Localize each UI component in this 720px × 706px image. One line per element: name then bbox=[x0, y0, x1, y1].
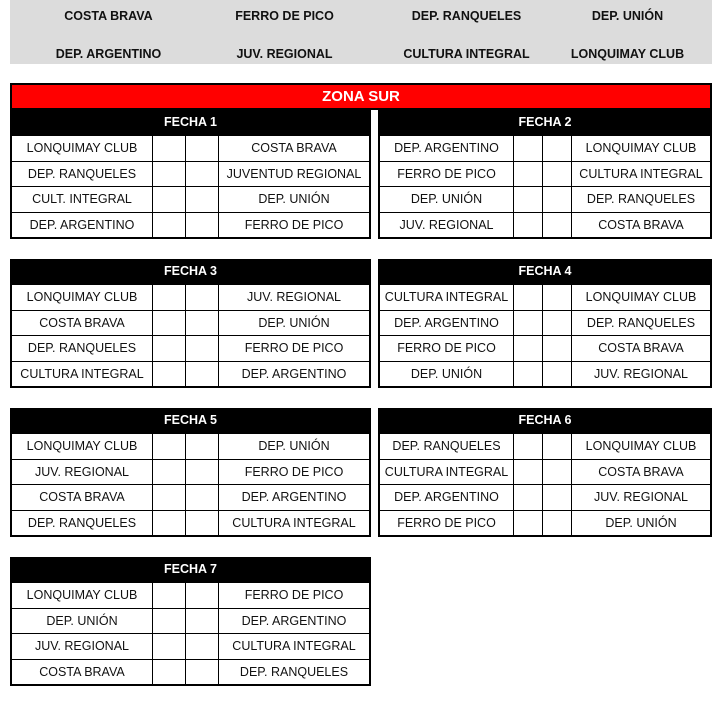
away-team: FERRO DE PICO bbox=[219, 336, 370, 362]
team-name: JUV. REGIONAL bbox=[236, 47, 333, 61]
home-score-cell bbox=[514, 485, 543, 511]
fecha-block bbox=[378, 408, 712, 537]
match-row bbox=[380, 212, 710, 237]
home-team: COSTA BRAVA bbox=[12, 485, 153, 511]
home-score-cell bbox=[153, 485, 186, 511]
away-score-cell bbox=[543, 459, 572, 485]
away-score-cell bbox=[543, 161, 572, 187]
match-row bbox=[12, 187, 369, 213]
away-team: DEP. UNIÓN bbox=[219, 187, 370, 213]
match-row bbox=[380, 459, 710, 485]
away-team: COSTA BRAVA bbox=[219, 136, 370, 162]
away-score-cell bbox=[543, 212, 572, 237]
match-row bbox=[12, 212, 369, 237]
match-row bbox=[380, 336, 710, 362]
away-team: COSTA BRAVA bbox=[572, 336, 711, 362]
home-score-cell bbox=[153, 659, 186, 684]
fecha-block bbox=[10, 557, 371, 686]
home-score-cell bbox=[514, 510, 543, 535]
match-row bbox=[12, 583, 369, 609]
home-team: DEP. RANQUELES bbox=[12, 510, 153, 535]
away-team: DEP. UNIÓN bbox=[219, 310, 370, 336]
fixture-table bbox=[12, 433, 369, 535]
home-score-cell bbox=[514, 459, 543, 485]
away-team: COSTA BRAVA bbox=[572, 459, 711, 485]
away-score-cell bbox=[543, 336, 572, 362]
home-team: DEP. ARGENTINO bbox=[380, 136, 514, 162]
home-team: COSTA BRAVA bbox=[12, 659, 153, 684]
home-score-cell bbox=[514, 434, 543, 460]
away-team: FERRO DE PICO bbox=[219, 459, 370, 485]
fixture-table bbox=[12, 135, 369, 237]
team-name: DEP. UNIÓN bbox=[591, 9, 664, 23]
home-team: CULTURA INTEGRAL bbox=[380, 459, 514, 485]
home-team: DEP. UNIÓN bbox=[380, 361, 514, 386]
team-name: DEP. RANQUELES bbox=[411, 9, 522, 23]
match-row bbox=[12, 634, 369, 660]
home-score-cell bbox=[153, 136, 186, 162]
home-score-cell bbox=[153, 187, 186, 213]
away-team: JUV. REGIONAL bbox=[572, 361, 711, 386]
fecha-block bbox=[378, 110, 712, 239]
match-row bbox=[12, 161, 369, 187]
fecha-block bbox=[10, 110, 371, 239]
match-row bbox=[12, 285, 369, 311]
home-team: DEP. RANQUELES bbox=[12, 161, 153, 187]
match-row bbox=[380, 485, 710, 511]
match-row bbox=[12, 434, 369, 460]
home-score-cell bbox=[153, 634, 186, 660]
home-team: LONQUIMAY CLUB bbox=[12, 583, 153, 609]
match-row bbox=[380, 434, 710, 460]
away-team: DEP. RANQUELES bbox=[219, 659, 370, 684]
team-name: CULTURA INTEGRAL bbox=[403, 47, 530, 61]
match-row bbox=[12, 608, 369, 634]
away-team: JUV. REGIONAL bbox=[572, 485, 711, 511]
fecha-block bbox=[10, 408, 371, 537]
away-score-cell bbox=[543, 434, 572, 460]
fixture-table bbox=[380, 284, 710, 386]
away-team: LONQUIMAY CLUB bbox=[572, 434, 711, 460]
home-score-cell bbox=[153, 459, 186, 485]
match-row bbox=[380, 285, 710, 311]
away-score-cell bbox=[543, 510, 572, 535]
home-team: DEP. ARGENTINO bbox=[380, 310, 514, 336]
away-team: DEP. ARGENTINO bbox=[219, 608, 370, 634]
away-score-cell bbox=[186, 459, 219, 485]
away-score-cell bbox=[186, 361, 219, 386]
match-row bbox=[380, 161, 710, 187]
home-score-cell bbox=[514, 161, 543, 187]
away-team: DEP. UNIÓN bbox=[219, 434, 370, 460]
home-team: JUV. REGIONAL bbox=[12, 634, 153, 660]
away-team: DEP. RANQUELES bbox=[572, 187, 711, 213]
away-score-cell bbox=[186, 336, 219, 362]
away-team: DEP. UNIÓN bbox=[572, 510, 711, 535]
away-score-cell bbox=[186, 285, 219, 311]
team-name: FERRO DE PICO bbox=[235, 9, 334, 23]
home-team: FERRO DE PICO bbox=[380, 510, 514, 535]
home-score-cell bbox=[514, 361, 543, 386]
away-score-cell bbox=[186, 608, 219, 634]
match-row bbox=[12, 459, 369, 485]
away-team: LONQUIMAY CLUB bbox=[572, 136, 711, 162]
match-row bbox=[380, 136, 710, 162]
match-row bbox=[12, 485, 369, 511]
away-team: DEP. RANQUELES bbox=[572, 310, 711, 336]
zone-title: ZONA SUR bbox=[10, 83, 712, 110]
home-team: CULT. INTEGRAL bbox=[12, 187, 153, 213]
fecha-title: FECHA 7 bbox=[12, 557, 369, 582]
home-score-cell bbox=[153, 510, 186, 535]
home-team: DEP. ARGENTINO bbox=[380, 485, 514, 511]
away-score-cell bbox=[186, 212, 219, 237]
away-team: JUV. REGIONAL bbox=[219, 285, 370, 311]
home-team: LONQUIMAY CLUB bbox=[12, 285, 153, 311]
away-team: FERRO DE PICO bbox=[219, 583, 370, 609]
home-score-cell bbox=[153, 583, 186, 609]
away-score-cell bbox=[543, 136, 572, 162]
away-team: FERRO DE PICO bbox=[219, 212, 370, 237]
home-score-cell bbox=[153, 336, 186, 362]
home-score-cell bbox=[153, 285, 186, 311]
home-score-cell bbox=[514, 187, 543, 213]
home-team: FERRO DE PICO bbox=[380, 161, 514, 187]
away-score-cell bbox=[543, 310, 572, 336]
home-team: LONQUIMAY CLUB bbox=[12, 434, 153, 460]
home-team: DEP. UNIÓN bbox=[12, 608, 153, 634]
home-team: JUV. REGIONAL bbox=[380, 212, 514, 237]
home-score-cell bbox=[514, 336, 543, 362]
fecha-title: FECHA 3 bbox=[12, 259, 369, 284]
home-score-cell bbox=[153, 434, 186, 460]
home-team: DEP. RANQUELES bbox=[380, 434, 514, 460]
home-team: DEP. UNIÓN bbox=[380, 187, 514, 213]
match-row bbox=[12, 659, 369, 684]
home-team: DEP. ARGENTINO bbox=[12, 212, 153, 237]
fecha-title: FECHA 6 bbox=[380, 408, 710, 433]
home-score-cell bbox=[514, 310, 543, 336]
match-row bbox=[12, 510, 369, 535]
home-score-cell bbox=[153, 608, 186, 634]
home-score-cell bbox=[514, 136, 543, 162]
away-team: LONQUIMAY CLUB bbox=[572, 285, 711, 311]
fixture-table bbox=[12, 284, 369, 386]
fecha-title: FECHA 5 bbox=[12, 408, 369, 433]
away-team: JUVENTUD REGIONAL bbox=[219, 161, 370, 187]
fecha-title: FECHA 1 bbox=[12, 110, 369, 135]
away-score-cell bbox=[543, 285, 572, 311]
away-score-cell bbox=[543, 361, 572, 386]
away-team: CULTURA INTEGRAL bbox=[219, 510, 370, 535]
home-score-cell bbox=[153, 361, 186, 386]
home-score-cell bbox=[153, 310, 186, 336]
fecha-title: FECHA 4 bbox=[380, 259, 710, 284]
match-row bbox=[12, 336, 369, 362]
match-row bbox=[380, 510, 710, 535]
match-row bbox=[380, 187, 710, 213]
away-score-cell bbox=[186, 161, 219, 187]
fecha-title: FECHA 2 bbox=[380, 110, 710, 135]
home-score-cell bbox=[514, 212, 543, 237]
match-row bbox=[380, 361, 710, 386]
away-team: CULTURA INTEGRAL bbox=[572, 161, 711, 187]
match-row bbox=[12, 310, 369, 336]
home-team: CULTURA INTEGRAL bbox=[380, 285, 514, 311]
team-name: LONQUIMAY CLUB bbox=[570, 47, 685, 61]
away-score-cell bbox=[186, 510, 219, 535]
away-score-cell bbox=[186, 310, 219, 336]
away-team: DEP. ARGENTINO bbox=[219, 361, 370, 386]
fecha-block bbox=[378, 259, 712, 388]
match-row bbox=[12, 136, 369, 162]
home-team: FERRO DE PICO bbox=[380, 336, 514, 362]
team-name: COSTA BRAVA bbox=[64, 9, 153, 23]
home-team: JUV. REGIONAL bbox=[12, 459, 153, 485]
away-score-cell bbox=[186, 583, 219, 609]
away-team: CULTURA INTEGRAL bbox=[219, 634, 370, 660]
fixture-table bbox=[380, 433, 710, 535]
away-score-cell bbox=[186, 634, 219, 660]
away-team: DEP. ARGENTINO bbox=[219, 485, 370, 511]
match-row bbox=[12, 361, 369, 386]
home-score-cell bbox=[153, 161, 186, 187]
away-score-cell bbox=[186, 136, 219, 162]
home-team: COSTA BRAVA bbox=[12, 310, 153, 336]
away-score-cell bbox=[543, 187, 572, 213]
fixture-table bbox=[12, 582, 369, 684]
home-team: CULTURA INTEGRAL bbox=[12, 361, 153, 386]
away-score-cell bbox=[186, 659, 219, 684]
away-score-cell bbox=[186, 187, 219, 213]
match-row bbox=[380, 310, 710, 336]
home-team: LONQUIMAY CLUB bbox=[12, 136, 153, 162]
team-list bbox=[10, 0, 712, 64]
home-score-cell bbox=[153, 212, 186, 237]
away-score-cell bbox=[543, 485, 572, 511]
away-team: COSTA BRAVA bbox=[572, 212, 711, 237]
away-score-cell bbox=[186, 434, 219, 460]
home-score-cell bbox=[514, 285, 543, 311]
home-team: DEP. RANQUELES bbox=[12, 336, 153, 362]
fecha-block bbox=[10, 259, 371, 388]
away-score-cell bbox=[186, 485, 219, 511]
fixture-table bbox=[380, 135, 710, 237]
team-name: DEP. ARGENTINO bbox=[55, 47, 162, 61]
